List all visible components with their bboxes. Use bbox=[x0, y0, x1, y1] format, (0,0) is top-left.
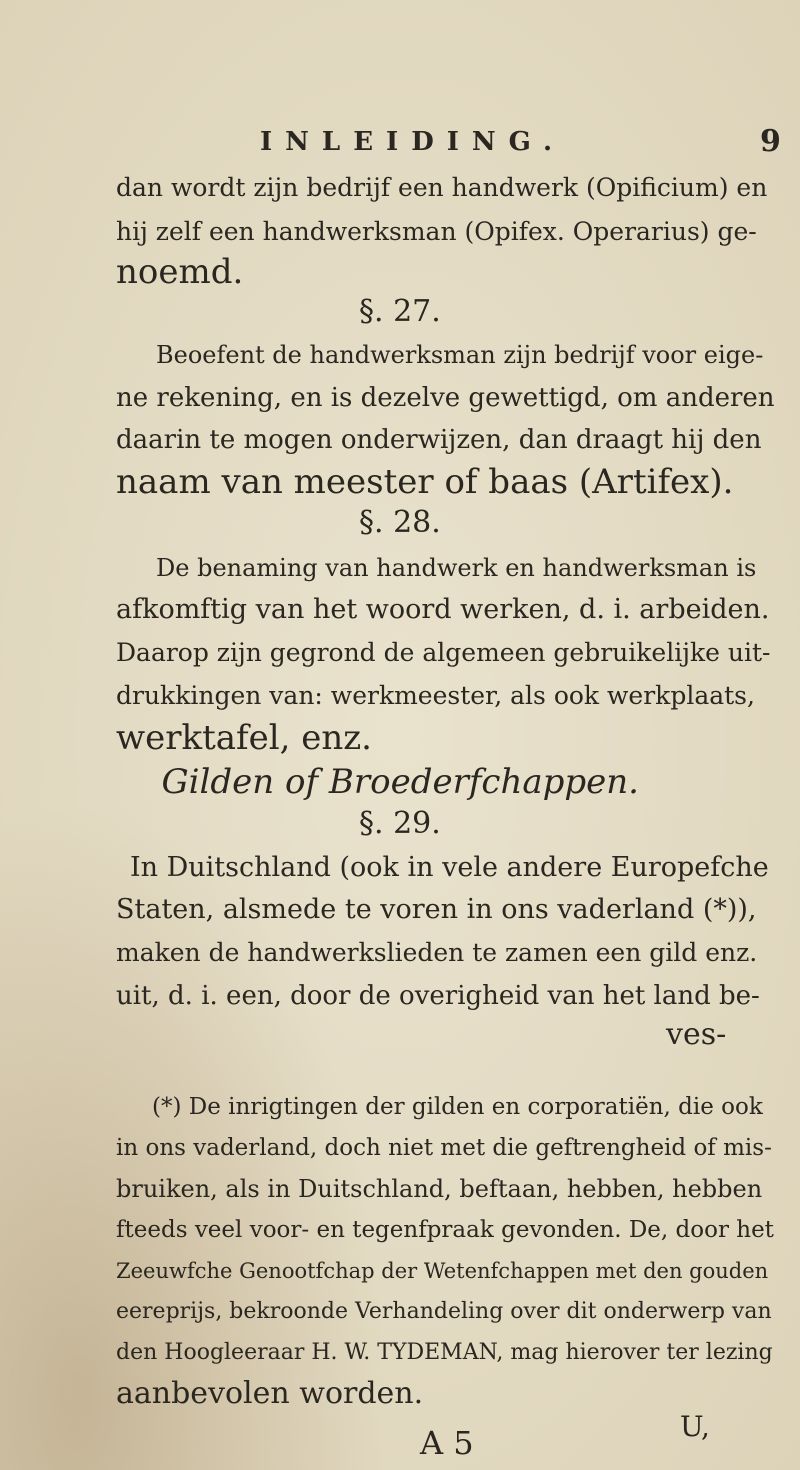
text-line: De benaming van handwerk en handwerksman is bbox=[156, 554, 757, 582]
section-heading: Gilden of Broederfchappen. bbox=[161, 762, 639, 802]
page-number: 9 bbox=[760, 124, 781, 159]
text-line: Daarop zijn gegrond de algemeen gebruikelijke uit- bbox=[116, 638, 771, 667]
text-line: ne rekening, en is dezelve gewettigd, om anderen bbox=[116, 383, 775, 413]
text-line: werktafel, enz. bbox=[116, 718, 372, 758]
text-line: noemd. bbox=[116, 252, 244, 292]
text-line: daarin te mogen onderwijzen, dan draagt hij den bbox=[116, 425, 762, 455]
signature-mark: A 5 bbox=[420, 1424, 474, 1462]
running-header: INLEIDING. bbox=[260, 127, 565, 157]
text-line: naam van meester of baas (Artifex). bbox=[116, 462, 734, 502]
footnote-line: (*) De inrigtingen der gilden en corporatiën, die ook bbox=[152, 1094, 763, 1120]
footnote-line: Zeeuwfche Genootfchap der Wetenfchappen met den gouden bbox=[116, 1259, 769, 1283]
footnote-line: aanbevolen worden. bbox=[116, 1376, 424, 1411]
footnote-line: eereprijs, bekroonde Verhandeling over dit onderwerp van bbox=[116, 1299, 772, 1324]
text-line: maken de handwerkslieden te zamen een gild enz. bbox=[116, 938, 758, 967]
footnote-line: bruiken, als in Duitschland, beftaan, hebben, hebben bbox=[116, 1175, 763, 1203]
text-line: Staten, alsmede te voren in ons vaderland (*)), bbox=[116, 894, 757, 925]
footnote-line: in ons vaderland, doch niet met die geftrengheid of mis- bbox=[116, 1135, 772, 1161]
catchword: ves- bbox=[666, 1017, 727, 1052]
footnote-line: den Hoogleeraar H. W. TYDEMAN, mag hierover ter lezing bbox=[116, 1340, 773, 1365]
text-line: dan wordt zijn bedrijf een handwerk (Opificium) en bbox=[116, 173, 768, 202]
text-line: Beoefent de handwerksman zijn bedrijf voor eige- bbox=[156, 341, 764, 369]
text-line: In Duitschland (ook in vele andere Europefche bbox=[130, 852, 769, 883]
section-number: §. 29. bbox=[359, 806, 441, 841]
section-number: §. 28. bbox=[359, 505, 441, 540]
text-line: drukkingen van: werkmeester, als ook werkplaats, bbox=[116, 681, 755, 710]
catchword-footnote: U, bbox=[680, 1410, 710, 1443]
footnote-line: fteeds veel voor- en tegenfpraak gevonden. De, door het bbox=[116, 1217, 774, 1243]
text-line: hij zelf een handwerksman (Opifex. Operarius) ge- bbox=[116, 217, 757, 246]
text-line: afkomftig van het woord werken, d. i. arbeiden. bbox=[116, 594, 770, 625]
section-number: §. 27. bbox=[359, 294, 441, 329]
text-line: uit, d. i. een, door de overigheid van het land be- bbox=[116, 981, 760, 1011]
